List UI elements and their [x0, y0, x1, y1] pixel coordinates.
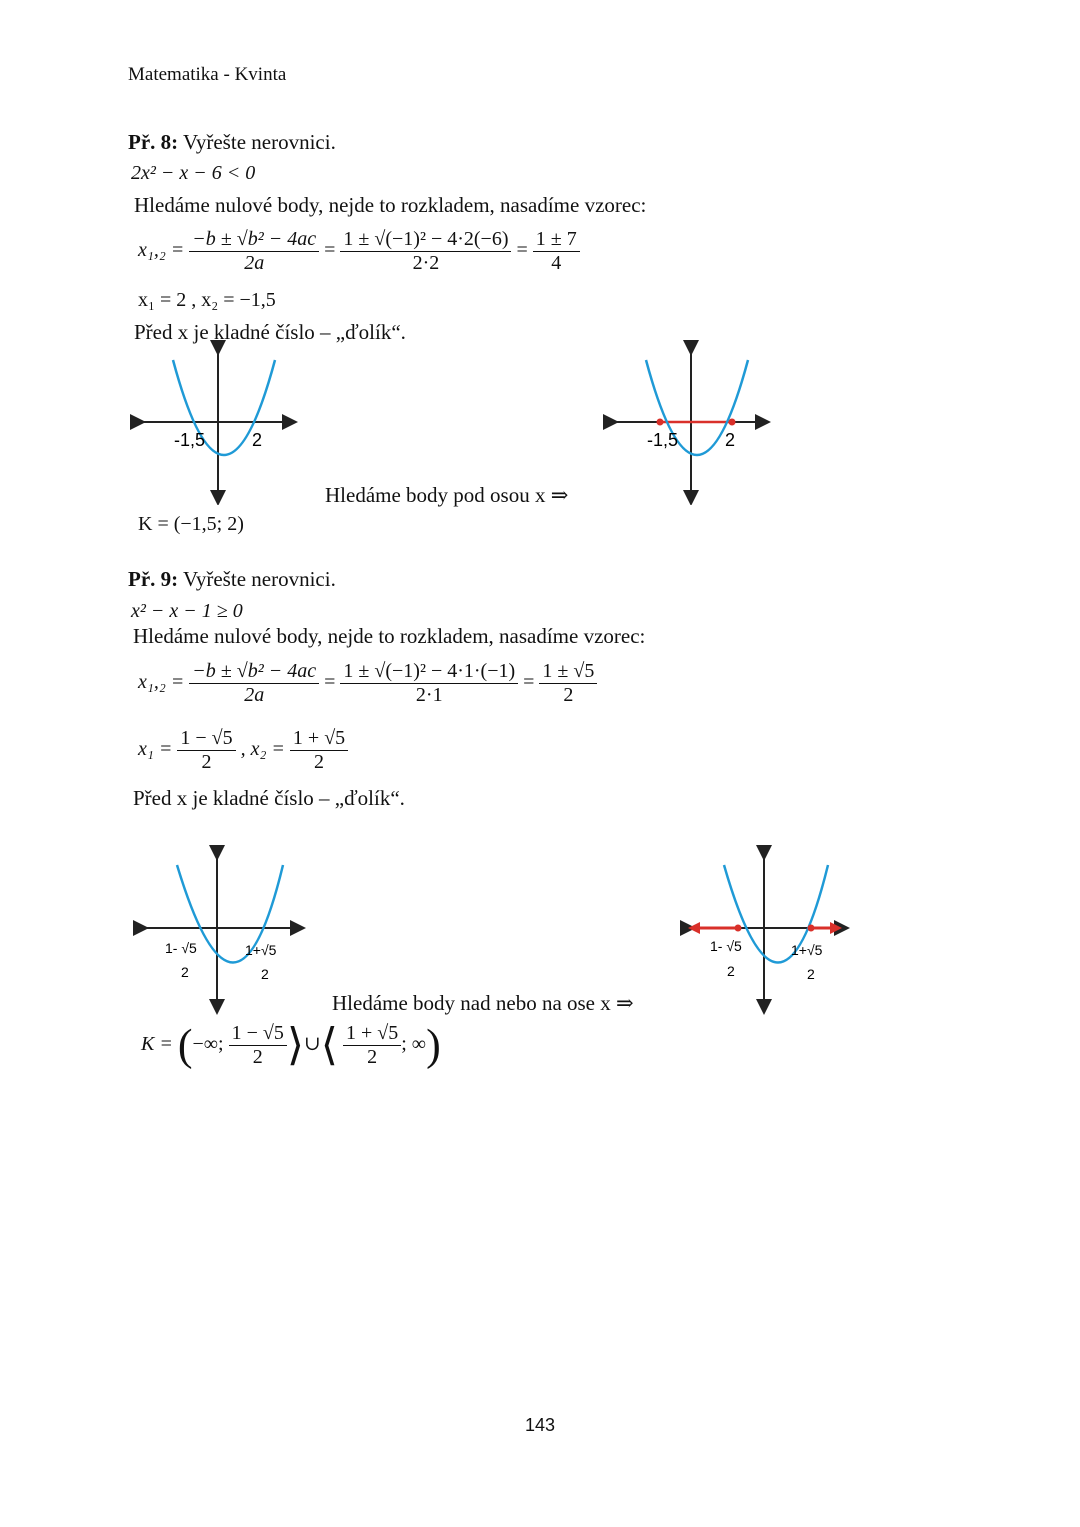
ex9-title	[128, 567, 336, 592]
ray-left-arrow	[688, 922, 700, 934]
ex8-subst-den: 2·2	[412, 252, 440, 274]
ex8-result-den: 4	[551, 252, 562, 274]
ex9-int1-num: 1 − √5	[229, 1022, 287, 1046]
ex9-task: Vyřešte nerovnici.	[183, 567, 336, 591]
ex9-formula: x₁,₂ = $\frac{\text{−b ± √b² − 4ac}}{2a}$ = $\frac{\text{1 ± √(−1)² − 4·1·(−1)}}{2\cdot 1}$ = $\frac{1 \pm √5}{2}$	[138, 660, 597, 707]
ex8-seek: Hledáme body pod osou x ⇒	[325, 483, 569, 507]
ex9-x2-den: 2	[314, 751, 325, 773]
ex8-answer: K = (−1,5; 2)	[138, 513, 244, 535]
ex9-int1-left: −∞;	[192, 1033, 224, 1056]
ex9-x2-num: 1 + √5	[290, 727, 348, 751]
ex9-subst-frac	[340, 660, 518, 707]
ex9-formula-lhs: x₁,₂ =	[138, 671, 185, 694]
ex9-roots	[138, 727, 348, 774]
ex8-formula-den: 2a	[244, 252, 265, 274]
paren-open: (	[177, 1020, 193, 1070]
ex8-formula-frac	[189, 228, 319, 275]
ex8-result-frac	[533, 228, 580, 275]
ex9-union: ∪	[304, 1033, 321, 1056]
ex8-subst-num: 1 ± √(−1)² − 4·2(−6)	[340, 228, 511, 252]
root-label-left: -1,5	[647, 430, 679, 450]
ex8-formula-lhs: x₁,₂ =	[138, 239, 185, 262]
ex9-x2-frac	[290, 727, 348, 774]
root-point-left	[735, 925, 742, 932]
ex9-result-num: 1 ± √5	[539, 660, 597, 684]
ex9-result-den: 2	[563, 684, 574, 706]
angle-open: ⟨	[320, 1020, 338, 1070]
root-label-left-den: 2	[181, 964, 189, 980]
ex9-int2-frac	[343, 1022, 401, 1069]
ex8-roots: x₁ = 2 , x₂ = −1,5	[138, 289, 276, 311]
ex9-int2-den: 2	[367, 1046, 378, 1068]
ex8-leading: Před x je kladné číslo – „ďolík“.	[134, 320, 406, 344]
ex9-leading: Před x je kladné číslo – „ďolík“.	[133, 786, 405, 810]
ex8-title	[128, 130, 336, 155]
ex9-int1-den: 2	[252, 1046, 263, 1068]
ex8-formula-num: −b ± √b² − 4ac	[189, 228, 319, 252]
ex8-result-num: 1 ± 7	[533, 228, 580, 252]
ex8-graph-right	[603, 340, 773, 505]
ex9-int2-num: 1 + √5	[343, 1022, 401, 1046]
root-label-left-num: 1- √5	[165, 940, 197, 956]
ex9-x2-label: , x₂ =	[240, 738, 285, 761]
ex9-x1-frac	[177, 727, 235, 774]
page-number: 143	[524, 1415, 556, 1435]
ex9-int2-right: ; ∞	[401, 1033, 427, 1056]
ex9-x1-den: 2	[201, 751, 212, 773]
ex9-x1-num: 1 − √5	[177, 727, 235, 751]
root-point-left	[657, 419, 664, 426]
ex8-step1: Hledáme nulové body, nejde to rozkladem, nasadíme vzorec:	[134, 193, 647, 217]
root-label-right: 2	[252, 430, 263, 450]
ex9-result-frac	[539, 660, 597, 707]
ex9-answer	[141, 1022, 441, 1069]
ex9-graph-right	[680, 845, 850, 1015]
ex9-subst-den: 2·1	[415, 684, 443, 706]
ex9-graph-left	[133, 845, 308, 1015]
ex9-step1: Hledáme nulové body, nejde to rozkladem, nasadíme vzorec:	[133, 624, 646, 648]
ex9-inequality: x² − x − 1 ≥ 0	[131, 600, 243, 622]
root-label-right-den: 2	[261, 966, 269, 982]
root-label-left-den: 2	[727, 963, 735, 979]
page-header: Matematika - Kvinta	[128, 64, 287, 85]
ex9-x1-label: x₁ =	[138, 738, 173, 761]
ex9-int1-frac	[229, 1022, 287, 1069]
ex8-task: Vyřešte nerovnici.	[183, 130, 336, 154]
root-label-right-num: 1+√5	[245, 942, 277, 958]
paren-close: )	[426, 1020, 441, 1070]
root-label-left-num: 1- √5	[710, 938, 742, 954]
ex9-formula-frac	[189, 660, 319, 707]
ex9-seek: Hledáme body nad nebo na ose x ⇒	[332, 991, 634, 1015]
ex9-formula-num: −b ± √b² − 4ac	[189, 660, 319, 684]
ex8-inequality: 2x² − x − 6 < 0	[131, 162, 256, 184]
root-label-right: 2	[725, 430, 736, 450]
ex9-subst-num: 1 ± √(−1)² − 4·1·(−1)	[340, 660, 518, 684]
root-point-right	[808, 925, 815, 932]
root-point-right	[729, 419, 736, 426]
root-label-right-den: 2	[807, 966, 815, 982]
ex9-formula-den: 2a	[244, 684, 265, 706]
root-label-left: -1,5	[174, 430, 206, 450]
ex8-subst-frac	[340, 228, 511, 275]
ex8-graph-left	[130, 340, 300, 505]
ex8-label: Př. 8:	[128, 130, 179, 154]
ex9-answer-lhs: K =	[141, 1033, 173, 1056]
ex8-formula: x₁,₂ = $\frac{\text{−b ± √b² − 4ac}}{2a}$ = $\frac{\text{1 ± √(−1)² − 4·2(−6)}}{2\cdot 2}$ = $\frac{1 \pm 7}{4}$	[138, 228, 580, 275]
ray-right-arrow	[830, 922, 842, 934]
ex9-label: Př. 9:	[128, 567, 179, 591]
root-label-right-num: 1+√5	[791, 942, 823, 958]
angle-close: ⟩	[286, 1020, 305, 1070]
